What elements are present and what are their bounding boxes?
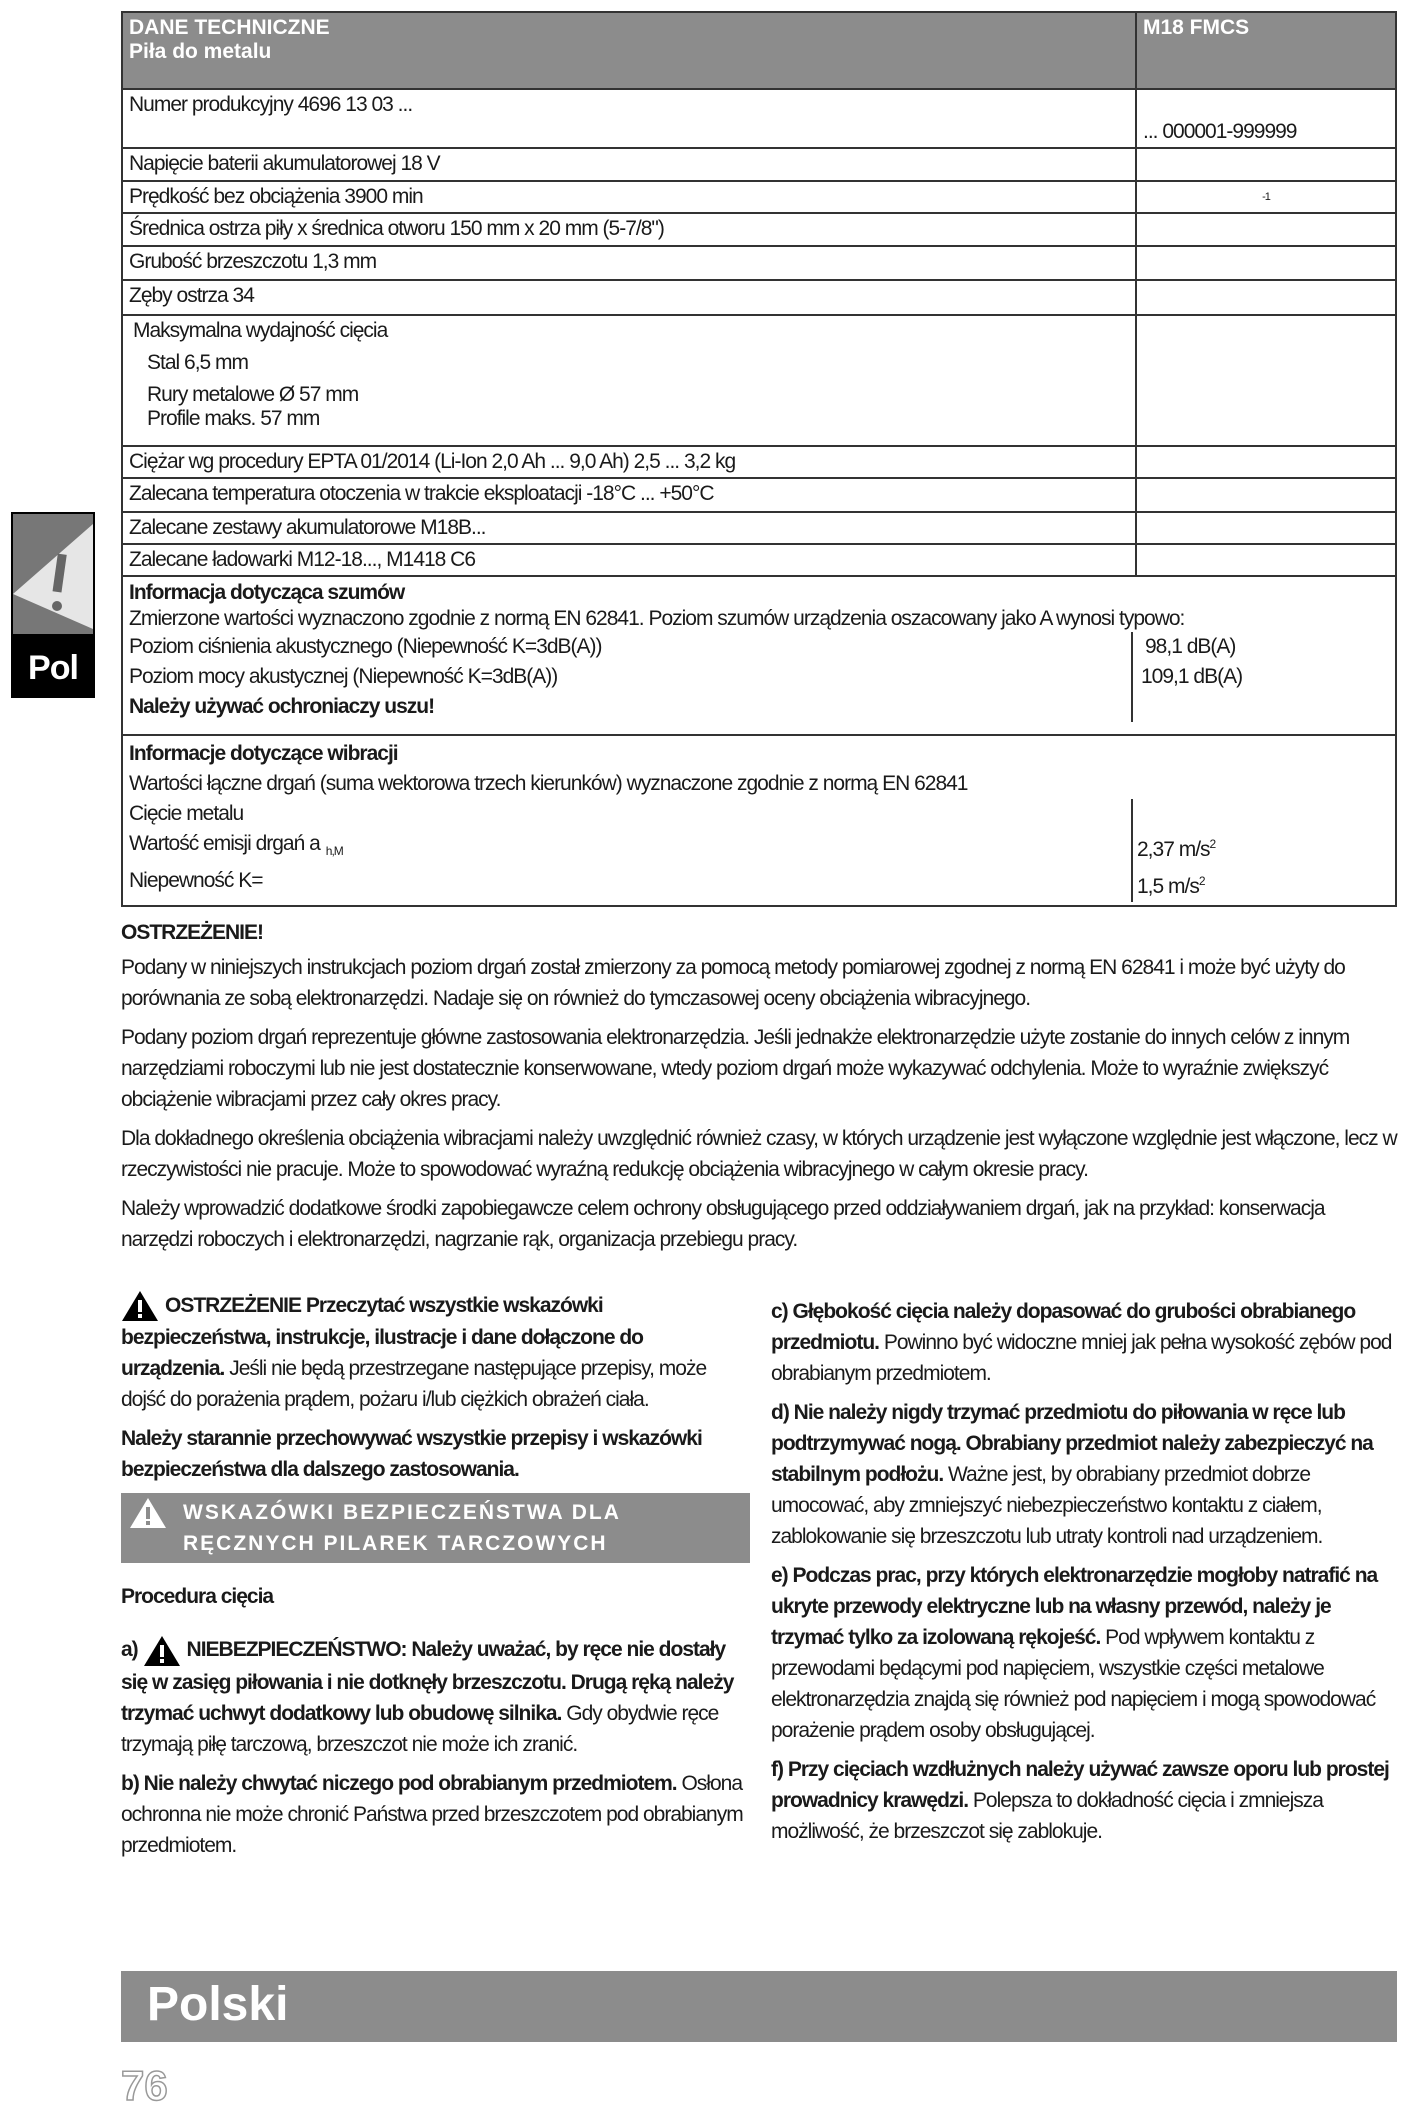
page-number: 76: [121, 2062, 168, 2109]
item-text: Pod wpływem kontaktu z przewodami będącymi pod napięciem, wszystkie części metalowe elektronarzędzia znajdą się również pod napięciem i mogą spowodować porażenie prądem osoby obsługującej.: [771, 1626, 1376, 1742]
emission-subscript: h,M: [325, 844, 343, 859]
warning-paragraph: Dla dokładnego określenia obciążenia wibracjami należy uwzględnić również czasy, w których urządzenie jest wyłączone względnie jest włączone, lecz w rzeczywistości nie pracuje. Może to spowodować wyraźną redukcję obciążenia wibracyjnego w całym okresie pracy.: [121, 1127, 1397, 1181]
capacity-pipes: Rury metalowe Ø 57 mm: [147, 383, 359, 406]
item-e: [771, 1560, 1397, 1746]
vibration-section: [122, 735, 1396, 906]
spec-value: [1136, 148, 1396, 181]
item-text: Gdy obydwie ręce trzymają piłę tarczową, brzeszczot nie może ich zranić.: [121, 1701, 719, 1756]
spec-subtitle: Piła do metalu: [129, 40, 272, 63]
spec-value: [1136, 544, 1396, 576]
item-bold: b) Nie należy chwytać niczego pod obrabianym przedmiotem.: [121, 1771, 677, 1795]
spec-value: [1136, 478, 1396, 512]
item-text: Powinno być widoczne mniej jak pełna wysokość zębów pod obrabianym przedmiotem.: [771, 1331, 1392, 1385]
spec-value: [1136, 315, 1396, 446]
spec-title: DANE TECHNICZNE: [129, 16, 330, 39]
noise-title: Informacja dotycząca szumów: [129, 581, 405, 604]
item-text: Polepsza to dokładność cięcia i zmniejsza możliwość, że brzeszczot się zablokuje.: [771, 1789, 1323, 1843]
uncertainty-value-text: 1,5 m/s: [1137, 875, 1199, 899]
noise-pressure-label: Poziom ciśnienia akustycznego (Niepewność K=3dB(A)): [129, 635, 602, 658]
language-code: Pol: [28, 649, 78, 687]
spec-header: [122, 12, 1136, 89]
spec-row: Zalecana temperatura otoczenia w trakcie eksploatacji -18°C ... +50°C: [122, 478, 1136, 512]
warning-paragraph: Podany poziom drgań reprezentuje główne zastosowania elektronarzędzia. Jeśli jednakże elektronarzędzie użyte zostanie do innych celów z innym narzędziami roboczymi lub nie jest dostatecznie konserwowane, wtedy poziom drgań może wykazywać odchylenia. Może to wyraźnie zwiększyć obciążenie wibracjami przez cały okres pracy.: [121, 1026, 1350, 1111]
spec-row: Zalecane zestawy akumulatorowe M18B...: [122, 512, 1136, 544]
vibration-mode: Cięcie metalu: [129, 802, 244, 825]
warning-icon: [121, 1290, 159, 1322]
spec-table: [121, 11, 1397, 907]
vibration-intro: Wartości łączne drgań (suma wektorowa trzech kierunków) wyznaczone zgodnie z normą EN 62841: [129, 772, 968, 795]
keep-instructions: Należy starannie przechowywać wszystkie przepisy i wskazówki bezpieczeństwa dla dalszego zastosowania.: [121, 1427, 702, 1482]
noise-power-label: Poziom mocy akustycznej (Niepewność K=3dB(A)): [129, 665, 558, 688]
warning-text: Jeśli nie będą przestrzegane następujące przepisy, może dojść do porażenia prądem, pożaru i/lub ciężkich obrażeń ciała.: [121, 1357, 707, 1412]
item-b: [121, 1768, 750, 1861]
procedure-heading: Procedura cięcia: [121, 1585, 274, 1609]
model-name: M18 FMCS: [1136, 12, 1396, 89]
left-column: [121, 1290, 750, 1869]
spec-value: [1136, 213, 1396, 246]
vibration-warning: [121, 917, 1397, 1263]
item-bold: c) Głębokość cięcia należy dopasować do grubości obrabianego przedmiotu.: [771, 1300, 1356, 1354]
ear-protection-note: Należy używać ochroniaczy uszu!: [129, 695, 435, 718]
item-bold: NIEBEZPIECZEŃSTWO: Należy uważać, by ręce nie dostały się w zasięg piłowania i nie dotknęły brzeszczotu. Drugą ręką należy trzymać uchwyt dodatkowy lub obudowę silnika.: [121, 1638, 734, 1725]
noise-section: [122, 576, 1396, 735]
capacity-cell: [122, 315, 1136, 446]
emission-value-text: 2,37 m/s: [1137, 838, 1210, 861]
warning-title: OSTRZEŻENIE!: [121, 921, 264, 944]
emission-label-text: Wartość emisji drgań a: [129, 832, 320, 855]
general-warning: [121, 1290, 750, 1415]
superscript: 2: [1198, 874, 1205, 889]
spec-value: -1: [1136, 181, 1396, 213]
spec-value: [1136, 246, 1396, 280]
spec-row: Napięcie baterii akumulatorowej 18 V: [122, 148, 1136, 181]
warning-bold: OSTRZEŻENIE Przeczytać wszystkie wskazówki bezpieczeństwa, instrukcje, ilustracje i dane dołączone do urządzenia.: [121, 1294, 644, 1381]
safety-banner-text: WSKAZÓWKI BEZPIECZEŃSTWA DLA RĘCZNYCH PILAREK TARCZOWYCH: [183, 1501, 621, 1556]
spec-value: [1136, 512, 1396, 544]
spec-row: Ciężar wg procedury EPTA 01/2014 (Li-Ion 2,0 Ah ... 9,0 Ah) 2,5 ... 3,2 kg: [122, 446, 1136, 478]
footer-language-bar: Polski: [121, 1971, 1397, 2042]
warning-paragraph: Należy wprowadzić dodatkowe środki zapobiegawcze celem ochrony obsługującego przed oddziaływaniem drgań, jak na przykład: konserwacja narzędzi roboczych i elektronarzędzi, nagrzanie rąk, organizacja przebiegu pracy.: [121, 1197, 1325, 1251]
vibration-emission-value: [1131, 829, 1215, 866]
capacity-title: Maksymalna wydajność cięcia: [133, 319, 388, 342]
vibration-emission-label: [129, 829, 1131, 866]
item-text: Ważne jest, by obrabiany przedmiot dobrze umocować, aby zmniejszyć niebezpieczeństwo kontaktu z ciałem, zablokowanie się brzeszczotu lub utraty kontroli nad urządzeniem.: [771, 1463, 1323, 1548]
superscript: 2: [1209, 837, 1216, 851]
spec-value: [1136, 280, 1396, 315]
capacity-steel: Stal 6,5 mm: [147, 351, 249, 374]
vibration-uncertainty-label: Niepewność K=: [129, 869, 263, 893]
item-text: Osłona ochronna nie może chronić Państwa przed brzeszczotem pod obrabianym przedmiotem.: [121, 1771, 743, 1857]
spec-row: Numer produkcyjny 4696 13 03 ...: [122, 89, 1136, 148]
spec-row: Zęby ostrza 34: [122, 280, 1136, 315]
noise-pressure-value: 98,1 dB(A): [1131, 632, 1235, 662]
item-f: [771, 1754, 1397, 1847]
spec-row: Prędkość bez obciążenia 3900 min: [122, 181, 1136, 213]
spec-value: [1136, 446, 1396, 478]
item-bold: f) Przy cięciach wzdłużnych należy używać zawsze oporu lub prostej prowadnicy krawędzi.: [771, 1758, 1389, 1812]
capacity-profiles: Profile maks. 57 mm: [147, 407, 320, 430]
warning-icon: [129, 1497, 167, 1538]
item-a: [121, 1634, 750, 1759]
item-d: [771, 1397, 1397, 1552]
spec-value: ... 000001-999999: [1136, 89, 1396, 148]
item-c: [771, 1296, 1397, 1389]
spec-row: Zalecane ładowarki M12-18..., M1418 C6: [122, 544, 1136, 576]
item-bold: e) Podczas prac, przy których elektronarzędzie mogłoby natrafić na ukryte przewody elektryczne lub na własny przewód, należy je trzymać tylko za izolowaną rękojeść.: [771, 1564, 1378, 1649]
noise-power-value: 109,1 dB(A): [1131, 662, 1242, 692]
noise-intro: Zmierzone wartości wyznaczono zgodnie z normą EN 62841. Poziom szumów urządzenia oszacowany jako A wynosi typowo:: [129, 607, 1185, 630]
language-side-tab: [11, 512, 95, 698]
spec-row: Średnica ostrza piły x średnica otworu 150 mm x 20 mm (5-7/8"): [122, 213, 1136, 246]
warning-triangle-icon: [13, 514, 93, 634]
item-bold: d) Nie należy nigdy trzymać przedmiotu do piłowania w ręce lub podtrzymywać nogą. Obrabiany przedmiot należy zabezpieczyć na stabilnym podłożu.: [771, 1401, 1373, 1486]
warning-icon: [143, 1635, 181, 1667]
right-column: [771, 1296, 1397, 1855]
vibration-title: Informacje dotyczące wibracji: [129, 742, 398, 765]
spec-row: Grubość brzeszczotu 1,3 mm: [122, 246, 1136, 280]
vibration-uncertainty-value: [1131, 866, 1205, 902]
item-letter: a): [121, 1638, 138, 1662]
warning-paragraph: Podany w niniejszych instrukcjach poziom drgań został zmierzony za pomocą metody pomiarowej zgodnej z normą EN 62841 i może być użyty do porównania ze sobą elektronarzędzi. Nadaje się on również do tymczasowej oceny obciążenia wibracyjnego.: [121, 956, 1345, 1010]
safety-banner: [121, 1493, 750, 1563]
